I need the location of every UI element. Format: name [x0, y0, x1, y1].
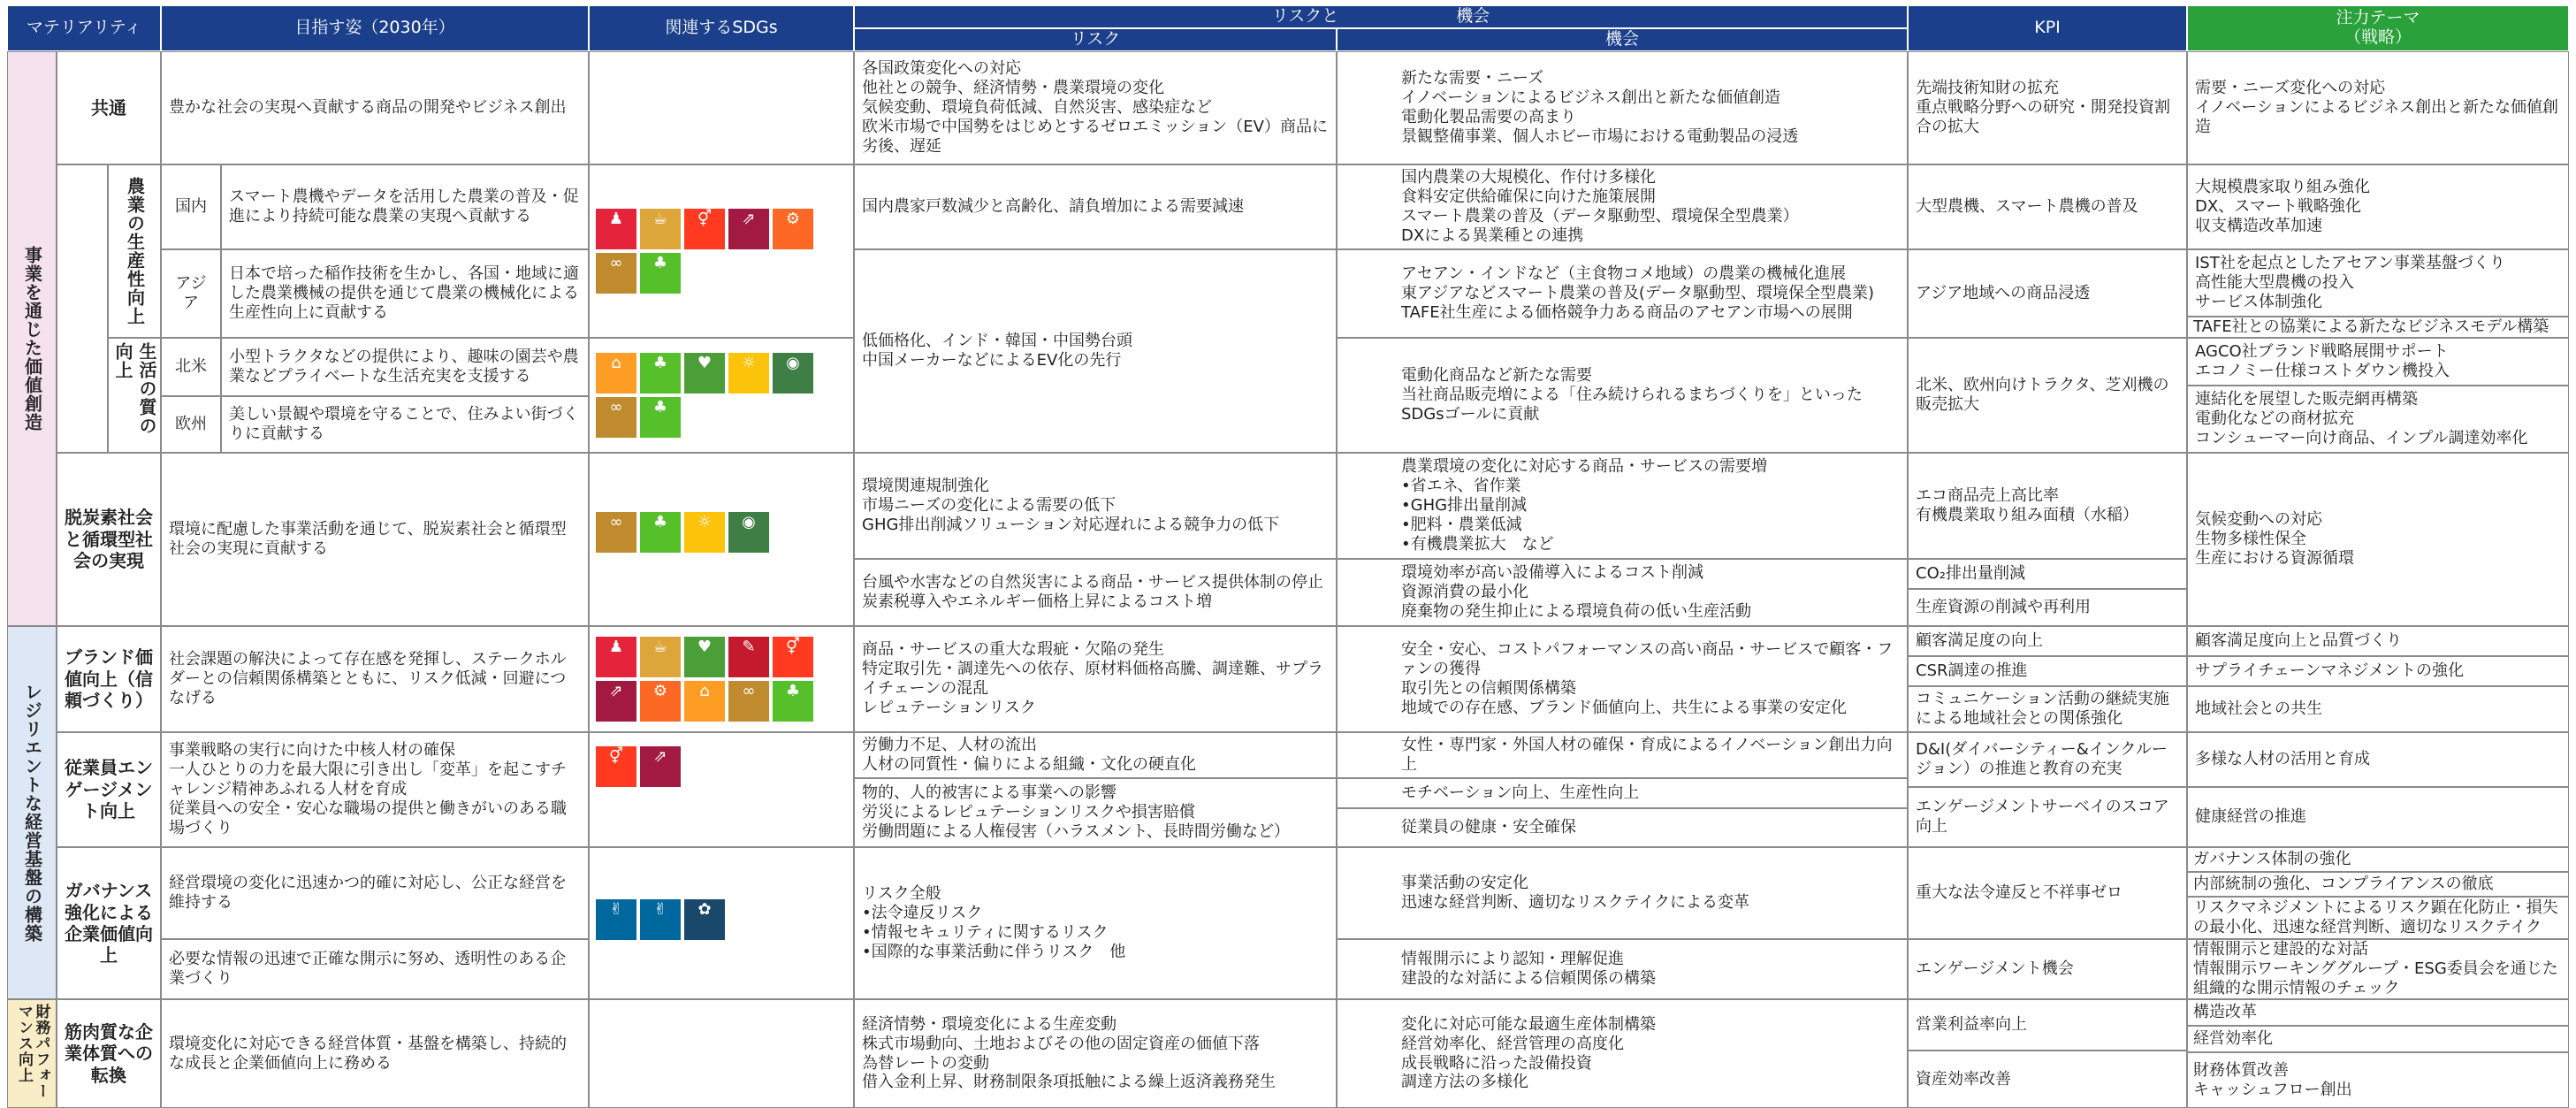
focus-brand-1: 顧客満足度向上と品質づくり [2187, 626, 2569, 656]
focus-asia-2: TAFE社との協業による新たなビジネスモデル構築 [2187, 317, 2569, 338]
sdg-goal-8-icon: ⇗ [640, 746, 681, 787]
kpi-decarb-1: エコ商品売上高比率 有機農業取り組み面積（水稲） [1908, 453, 2187, 559]
opportunity-decarb-2: 環境効率が高い設備導入によるコスト削減 資源消費の最小化 廃棄物の発生抑止による環境負荷の低い生産活動 [1337, 559, 1908, 626]
opportunity-employee-2: モチベーション向上、生産性向上 [1337, 778, 1908, 808]
kpi-life: 北米、欧州向けトラクタ、芝刈機の販売拡大 [1908, 338, 2187, 453]
sdg-goal-16-icon: ✌ [596, 899, 636, 940]
sdg-goal-15-icon: ♣ [640, 512, 681, 553]
sdgs-agri [591, 198, 852, 304]
vision-employee: 事業戦略の実行に向けた中核人材の確保 一人ひとりの力を最大限に引き出し「変革」を起こすチャレンジ精神あふれる人材を育成 従業員への安全・安心な職場の提供と働きがいのある職場づくり [161, 732, 589, 847]
sdg-goal-2-icon: ☕ [640, 209, 681, 249]
sdg-goal-7-icon: ☼ [684, 512, 725, 553]
focus-governance-4: 情報開示と建設的な対話 情報開示ワーキンググループ・ESG委員会を通じた組織的な開示情報のチェック [2187, 939, 2569, 999]
focus-employee-1: 多様な人材の活用と育成 [2187, 732, 2569, 787]
kpi-brand-2: CSR調達の推進 [1908, 656, 2187, 686]
subgroup-indent [57, 164, 108, 453]
sdg-goal-9-icon: ⚙ [640, 681, 681, 722]
risk-employee-2: 物的、人的被害による事業への影響 労災によるレピュテーションリスクや損害賠償 労働問題による人権侵害（ハラスメント、長時間労働など） [854, 778, 1337, 847]
risk-finance: 経済情勢・環境変化による生産変動 株式市場動向、土地およびその他の固定資産の価値下落 為替レートの変動 借入金利上昇、財務制限条項抵触による繰上返済義務発生 [854, 999, 1337, 1108]
opportunity-decarb-1: 農業環境の変化に対応する商品・サービスの需要増 •省エネ、省作業 •GHG排出量削減 •肥料・農業低減 •有機農業拡大 など [1337, 453, 1908, 559]
vision-common: 豊かな社会の実現へ貢献する商品の開発やビジネス創出 [161, 51, 589, 164]
vision-domestic: スマート農機やデータを活用した農業の普及・促進により持続可能な農業の実現へ貢献する [221, 164, 589, 249]
sdgs-common-empty [589, 51, 854, 164]
header-vision: 目指す姿（2030年） [161, 5, 589, 51]
sdg-goal-15-icon: ♣ [640, 397, 681, 438]
sdg-goal-3-icon: ♥ [684, 353, 725, 394]
sdg-goal-15-icon: ♣ [640, 253, 681, 294]
opportunity-common: 新たな需要・ニーズ イノベーションによるビジネス創出と新たな価値創造 電動化製品需要の高まり 景観整備事業、個人ホビー市場における電動製品の浸透 [1337, 51, 1908, 164]
risk-governance: リスク全般 •法令違反リスク •情報セキュリティに関するリスク •国際的な事業活動に伴うリスク 他 [854, 847, 1337, 999]
focus-employee-2: 健康経営の推進 [2187, 787, 2569, 847]
sdg-goal-13-icon: ◉ [728, 512, 769, 553]
region-north-america: 北米 [161, 338, 221, 396]
opportunity-domestic: 国内農業の大規模化、作付け多様化 食料安定供給確保に向けた施策展開 スマート農業の普及（データ駆動型、環境保全型農業） DXによる異業種との連携 [1337, 164, 1908, 249]
sdg-goal-3-icon: ♥ [684, 637, 725, 677]
kpi-finance-2: 資産効率改善 [1908, 1051, 2187, 1108]
risk-decarb-1: 環境関連規制強化 市場ニーズの変化による需要の低下 GHG排出削減ソリューション対応遅れによる競争力の低下 [854, 453, 1337, 559]
group-financial-performance: 財務パフォーマンス向上 [7, 999, 57, 1108]
sdg-goal-12-icon: ∞ [728, 681, 769, 722]
sdg-goal-8-icon: ⇗ [728, 209, 769, 249]
risk-employee-1: 労働力不足、人材の流出 人材の同質性・偏りによる組織・文化の硬直化 [854, 732, 1337, 778]
group-resilient-base: レジリエントな経営基盤の構築 [7, 626, 57, 999]
kpi-employee-2: エンゲージメントサーベイのスコア向上 [1908, 787, 2187, 847]
risk-domestic: 国内農家戸数減少と高齢化、請負増加による需要減速 [854, 164, 1337, 249]
sdg-goal-17-icon: ✿ [684, 899, 725, 940]
kpi-finance-1: 営業利益率向上 [1908, 999, 2187, 1051]
subgroup-decarbonization: 脱炭素社会と循環型社会の実現 [57, 453, 161, 626]
vision-finance: 環境変化に対応できる経営体質・基盤を構築し、持続的な成長と企業価値向上に務める [161, 999, 589, 1108]
sdgs-employee [591, 736, 852, 798]
focus-brand-2: サプライチェーンマネジメントの強化 [2187, 656, 2569, 686]
sdg-goal-5-icon: ⚥ [773, 637, 813, 677]
risk-common: 各国政策変化への対応 他社との競争、経済情勢・農業環境の変化 気候変動、環境負荷低減、自然災害、感染症など 欧米市場で中国勢をはじめとするゼロエミッション（EV）商品に劣後、遅延 [854, 51, 1337, 164]
kpi-decarb-2: CO₂排出量削減 [1908, 559, 2187, 589]
risk-brand: 商品・サービスの重大な瑕疵・欠陥の発生 特定取引先・調達先への依存、原材料価格高騰、調達難、サプライチェーンの混乱 レピュテーションリスク [854, 626, 1337, 732]
kpi-governance-1: 重大な法令違反と不祥事ゼロ [1908, 847, 2187, 939]
header-sdgs: 関連するSDGs [589, 5, 854, 51]
header-risk: リスク [854, 28, 1337, 51]
sdg-goal-1-icon: ♟ [596, 637, 636, 677]
sdg-goal-15-icon: ♣ [773, 681, 813, 722]
region-asia: アジア [161, 249, 221, 338]
focus-north-america: AGCO社ブランド戦略展開サポート エコノミー仕様コストダウン機投入 [2187, 338, 2569, 386]
kpi-brand-1: 顧客満足度の向上 [1908, 626, 2187, 656]
vision-decarbonization: 環境に配慮した事業活動を通じて、脱炭素社会と循環型社会の実現に貢献する [161, 453, 589, 626]
vision-north-america: 小型トラクタなどの提供により、趣味の園芸や農業などプライベートな生活充実を支援する [221, 338, 589, 396]
focus-governance-3: リスクマネジメントによるリスク顕在化防止・損失の最小化、迅速な経営判断、適切なリスクテイク [2187, 897, 2569, 939]
focus-governance-2: 内部統制の強化、コンプライアンスの徹底 [2187, 872, 2569, 897]
opportunity-governance-1: 事業活動の安定化 迅速な経営判断、適切なリスクテイクによる変革 [1337, 847, 1908, 939]
subgroup-agri-productivity: 農業の生産性向上 [108, 164, 161, 338]
focus-asia-1: IST社を起点としたアセアン事業基盤づくり 高性能大型農機の投入 サービス体制強化 [2187, 249, 2569, 317]
focus-finance-2: 経営効率化 [2187, 1026, 2569, 1052]
sdg-goal-8-icon: ⇗ [596, 681, 636, 722]
sdg-goal-12-icon: ∞ [596, 397, 636, 438]
sdgs-decarb [591, 506, 852, 559]
kpi-decarb-3: 生産資源の削減や再利用 [1908, 589, 2187, 626]
focus-common: 需要・ニーズ変化への対応 イノベーションによるビジネス創出と新たな価値創造 [2187, 51, 2569, 164]
focus-governance-1: ガバナンス体制の強化 [2187, 847, 2569, 872]
sdg-goal-1-icon: ♟ [596, 209, 636, 249]
kpi-asia: アジア地域への商品浸透 [1908, 249, 2187, 338]
vision-europe: 美しい景観や環境を守ることで、住みよい街づくりに貢献する [221, 396, 589, 453]
kpi-employee-1: D&I(ダイバーシティー&インクルージョン）の推進と教育の充実 [1908, 732, 2187, 787]
sdg-goal-9-icon: ⚙ [773, 209, 813, 249]
sdgs-brand [591, 630, 852, 729]
header-materiality: マテリアリティ [7, 5, 161, 51]
focus-finance-3: 財務体質改善 キャッシュフロー創出 [2187, 1052, 2569, 1108]
subgroup-brand-value: ブランド価値向上（信頼づくり） [57, 626, 161, 732]
risk-asia-life: 低価格化、インド・韓国・中国勢台頭 中国メーカーなどによるEV化の先行 [854, 249, 1337, 453]
focus-europe: 連結化を展望した販売網再構築 電動化などの商材拡充 コンシューマー向け商品、インプル調達効率化 [2187, 386, 2569, 453]
sdgs-finance-empty [589, 999, 854, 1108]
focus-finance-1: 構造改革 [2187, 999, 2569, 1026]
vision-asia: 日本で培った稲作技術を生かし、各国・地域に適した農業機械の提供を通じて農業の機械化による生産性向上に貢献する [221, 249, 589, 338]
header-risk-and-opportunity: リスクと 機会 [854, 5, 1908, 28]
sdg-goal-5-icon: ⚥ [684, 209, 725, 249]
opportunity-life: 電動化商品など新たな需要 当社商品販売増による「住み続けられるまちづくりを」といったSDGsゴールに貢献 [1337, 338, 1908, 453]
subgroup-governance: ガバナンス強化による企業価値向上 [57, 847, 161, 999]
vision-governance-2: 必要な情報の迅速で正確な開示に努め、透明性のある企業づくり [161, 939, 589, 999]
opportunity-finance: 変化に対応可能な最適生産体制構築 経営効率化、経営管理の高度化 成長戦略に沿った設備投資 調達方法の多様化 [1337, 999, 1908, 1108]
vision-brand: 社会課題の解決によって存在感を発揮し、ステークホルダーとの信頼関係構築とともに、リスク低減・回避につなげる [161, 626, 589, 732]
sdg-goal-15-icon: ♣ [640, 353, 681, 394]
risk-decarb-2: 台風や水害などの自然災害による商品・サービス提供体制の停止 炭素税導入やエネルギー価格上昇によるコスト増 [854, 559, 1337, 626]
opportunity-governance-2: 情報開示により認知・理解促進 建設的な対話による信頼関係の構築 [1337, 939, 1908, 999]
sdg-goal-11-icon: ⌂ [684, 681, 725, 722]
subgroup-lean-structure: 筋肉質な企業体質への転換 [57, 999, 161, 1108]
sdg-goal-13-icon: ◉ [773, 353, 813, 394]
kpi-common: 先端技術知財の拡充 重点戦略分野への研究・開発投資割合の拡大 [1908, 51, 2187, 164]
sdgs-governance [591, 893, 852, 946]
focus-decarb: 気候変動への対応 生物多様性保全 生産における資源循環 [2187, 453, 2569, 626]
subgroup-common: 共通 [57, 51, 161, 164]
kpi-brand-3: コミュニケーション活動の継続実施による地域社会との関係強化 [1908, 686, 2187, 732]
opportunity-asia: アセアン・インドなど（主食物コメ地域）の農業の機械化進展 東アジアなどスマート農業の普及(データ駆動型、環境保全型農業) TAFE社生産による価格競争力ある商品のアセアン市場への展開 [1337, 249, 1908, 338]
opportunity-employee-1: 女性・専門家・外国人材の確保・育成によるイノベーション創出力向上 [1337, 732, 1908, 778]
opportunity-employee-3: 従業員の健康・安全確保 [1337, 808, 1908, 847]
focus-brand-3: 地域社会との共生 [2187, 686, 2569, 732]
group-value-creation: 事業を通じた価値創造 [7, 51, 57, 626]
focus-domestic: 大規模農家取り組み強化 DX、スマート戦略強化 収支構造改革加速 [2187, 164, 2569, 249]
vision-governance-1: 経営環境の変化に迅速かつ的確に対応し、公正な経営を維持する [161, 847, 589, 939]
subgroup-life-quality: 生活の質の向上 [108, 338, 161, 453]
kpi-domestic: 大型農機、スマート農機の普及 [1908, 164, 2187, 249]
sdg-goal-16-icon: ✌ [640, 899, 681, 940]
sdg-goal-7-icon: ☼ [728, 353, 769, 394]
header-focus-theme: 注力テーマ （戦略） [2187, 5, 2569, 51]
opportunity-brand: 安全・安心、コストパフォーマンスの高い商品・サービスで顧客・ファンの獲得 取引先との信頼関係構築 地域での存在感、ブランド価値向上、共生による事業の安定化 [1337, 626, 1908, 732]
sdg-goal-12-icon: ∞ [596, 253, 636, 294]
sdg-goal-5-icon: ⚥ [596, 746, 636, 787]
sdg-goal-4-icon: ✎ [728, 637, 769, 677]
region-europe: 欧州 [161, 396, 221, 453]
region-domestic: 国内 [161, 164, 221, 249]
sdg-goal-2-icon: ☕ [640, 637, 681, 677]
subgroup-employee-engagement: 従業員エンゲージメント向上 [57, 732, 161, 847]
sdg-goal-11-icon: ⌂ [596, 353, 636, 394]
sdgs-life [591, 341, 852, 449]
kpi-governance-2: エンゲージメント機会 [1908, 939, 2187, 999]
header-kpi: KPI [1908, 5, 2187, 51]
header-opportunity: 機会 [1337, 28, 1908, 51]
sdg-goal-12-icon: ∞ [596, 512, 636, 553]
